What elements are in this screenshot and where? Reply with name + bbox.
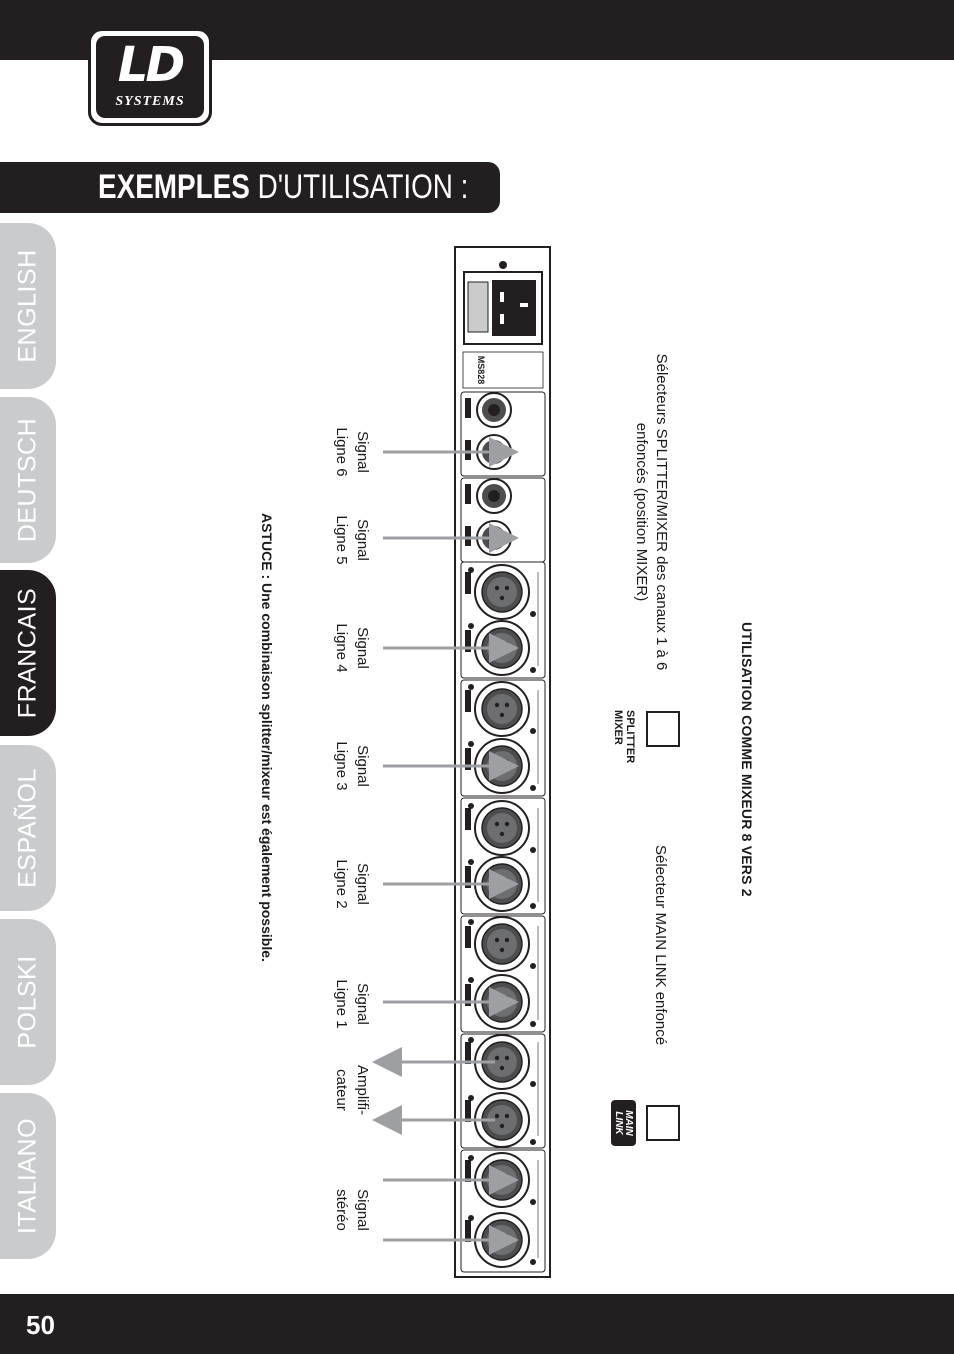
tab-label: DEUTSCH [13, 417, 42, 543]
splitter-caption-line2: enfoncés (position MIXER) [633, 422, 650, 602]
tab-label: ESPAÑOL [13, 768, 42, 888]
logo-brand: LD [117, 37, 183, 93]
mount-screw-top [499, 261, 507, 269]
signal-label-4: Signal Ligne 4 [333, 623, 371, 673]
model-block [463, 352, 543, 388]
power-pin [520, 303, 528, 307]
tab-label: POLSKI [13, 955, 42, 1049]
splitter-label: SPLITTER [624, 710, 636, 764]
signal-label-2: Signal Ligne 2 [333, 859, 371, 909]
tab-label: ENGLISH [13, 249, 42, 363]
mixer-label: MIXER [612, 710, 624, 745]
main-link-tag-text: MAIN LINK [613, 1110, 634, 1136]
amplifier-label: Amplifi- cateur [333, 1064, 371, 1116]
mainlink-caption: Sélecteur MAIN LINK enfoncé [652, 845, 669, 1046]
power-inlet [492, 280, 536, 336]
splitter-mixer-button[interactable] [646, 711, 680, 747]
tab-label: FRANCAIS [13, 587, 42, 719]
channel-5-output-jack [477, 479, 511, 513]
power-fuse-holder [468, 282, 488, 332]
main-link-button[interactable] [646, 1105, 680, 1141]
signal-label-6: Signal Ligne 6 [333, 427, 371, 477]
splitter-mixer-labels [612, 710, 636, 763]
page-number: 50 [26, 1310, 55, 1340]
model-name: MS828 [476, 355, 486, 385]
signal-label-1: Signal Ligne 1 [333, 979, 371, 1029]
main-link-tag [611, 1100, 636, 1146]
bottom-bar [0, 1294, 954, 1354]
power-pin [500, 314, 504, 324]
page-title-bold: EXEMPLES [98, 168, 250, 206]
section-heading: UTILISATION COMME MIXEUR 8 VERS 2 [739, 622, 755, 897]
signal-label-5: Signal Ligne 5 [333, 515, 371, 565]
page-title-rest: D'UTILISATION : [249, 168, 469, 206]
tip-text: ASTUCE : Une combinaison splitter/mixeur est également possible. [259, 513, 275, 962]
splitter-caption [631, 354, 671, 671]
signal-label-3: Signal Ligne 3 [333, 741, 371, 791]
splitter-caption-line1: Sélecteurs SPLITTER/MIXER des canaux 1 à 6 [653, 353, 670, 671]
channel-6-output-jack [477, 393, 511, 427]
stereo-signal-label: Signal stéréo [333, 1189, 371, 1231]
logo-subtitle: SYSTEMS [115, 94, 185, 109]
power-pin [500, 292, 504, 302]
tab-label: ITALIANO [13, 1117, 42, 1235]
